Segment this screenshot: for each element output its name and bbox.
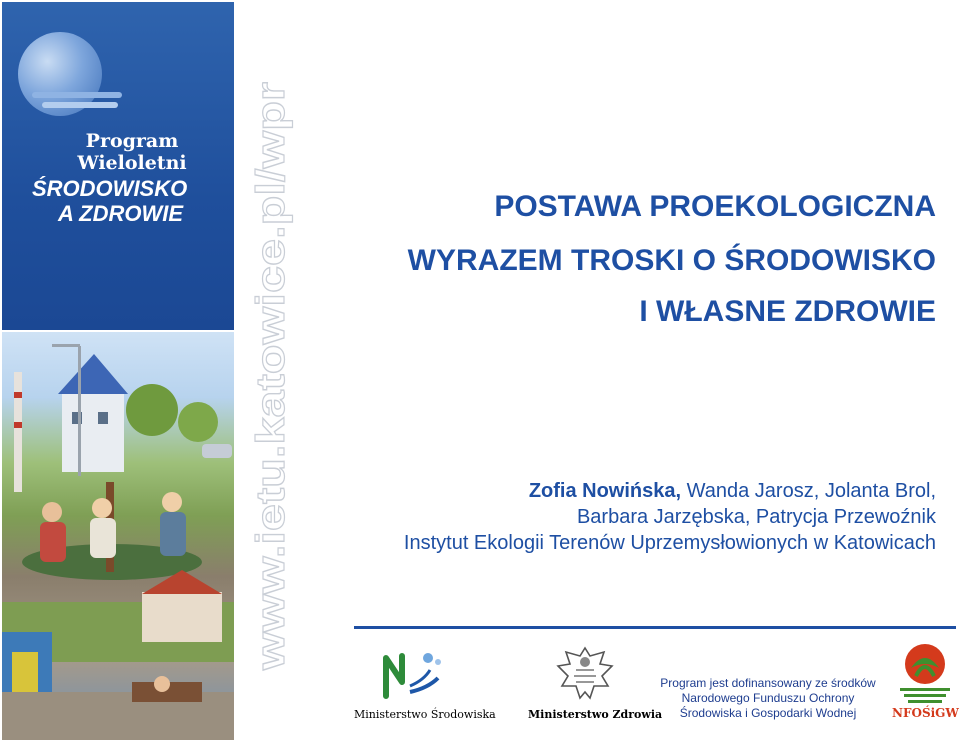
lead-author: Zofia Nowińska, <box>528 480 682 502</box>
sidebar-banner <box>0 0 238 744</box>
program-line: Program <box>85 130 179 152</box>
nfosigw-caption: NFOŚiGW <box>892 706 959 720</box>
program-name <box>32 176 228 226</box>
ministry-environment-icon <box>380 648 444 704</box>
co-authors: Wanda Jarosz, Jolanta Brol, <box>681 480 936 502</box>
program-banner <box>2 2 234 330</box>
eagle-emblem-icon <box>556 642 614 704</box>
title-line-1: POSTAWA PROEKOLOGICZNA <box>494 190 936 223</box>
institute-name: Instytut Ekologii Terenów Uprzemysłowionych w Katowicach <box>403 532 936 554</box>
funding-note-line: Program jest dofinansowany ze środków <box>660 676 876 690</box>
ministry-health-logo <box>556 642 614 704</box>
ministry-environment-logo <box>380 648 444 704</box>
program-name-line: A ZDROWIE <box>58 201 184 226</box>
ministry-health-caption: Ministerstwo Zdrowia <box>528 708 663 721</box>
nfosigw-emblem-icon <box>894 642 956 704</box>
wave-icon <box>32 92 122 98</box>
divider <box>354 626 956 629</box>
title-line-3: I WŁASNE ZDROWIE <box>639 295 936 328</box>
authors-line-1 <box>529 480 936 503</box>
website-watermark <box>250 80 294 670</box>
title-line-2: WYRAZEM TROSKI O ŚRODOWISKO <box>407 244 936 277</box>
program-name-line: ŚRODOWISKO <box>32 176 188 201</box>
funding-note-line: Narodowego Funduszu Ochrony <box>681 691 855 705</box>
program-title <box>32 130 232 174</box>
playground-photo <box>2 332 234 740</box>
nfosigw-logo <box>894 642 956 704</box>
funding-note <box>656 676 880 721</box>
funding-note-line: Środowiska i Gospodarki Wodnej <box>679 706 857 720</box>
ministry-environment-caption: Ministerstwo Środowiska <box>354 708 496 721</box>
wave-icon <box>42 102 118 108</box>
watermark-text: www.ietu.katowice.pl/wpr <box>249 186 293 670</box>
program-line: Wieloletni <box>77 152 187 174</box>
authors-line-2: Barbara Jarzębska, Patrycja Przewoźnik <box>576 506 936 528</box>
